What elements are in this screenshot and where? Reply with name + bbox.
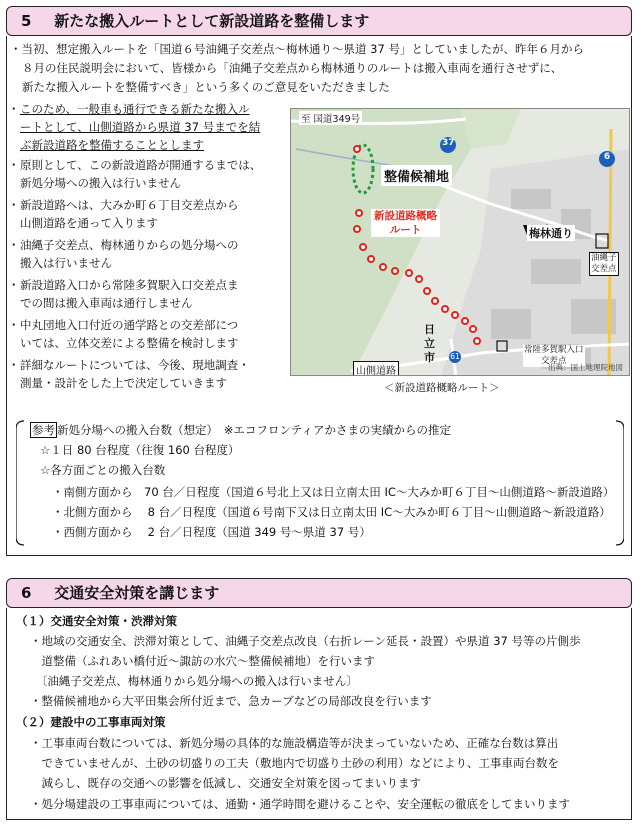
traffic-line: ・地域の交通安全、渋滞対策として、油縄子交差点改良（右折レーン延長・設置）や県道 37 号等の片側歩 [30,634,581,648]
reference-daily: ☆１日 80 台程度（往復 160 台程度） [40,443,240,457]
construction-line: できていませんが、土砂の切盛りの工夫（敷地内で切盛り土砂の利用）などにより、工事車両台数を [30,756,559,770]
yamagawa-label: 山側道路 [353,361,399,376]
bullet-text: このため、一般車も通行できる新たな搬入ル [20,102,250,116]
bullet-item [8,316,293,352]
bullet-text: 山側道路を通って入ります [20,216,158,230]
reference-dir-head: ☆各方面ごとの搬入台数 [40,463,166,477]
bullet-text: 搬入は行いません [20,256,112,270]
bullet-marker: ・ [8,318,20,332]
subheading-construction: （２）建設中の工事車両対策 [16,715,166,729]
aburanawako-label: 油縄子 交差点 [591,253,617,274]
bullet-text: 新設道路入口から常陸多賀駅入口交差点ま [20,278,239,292]
construction-line: ・工事車両台数については、新処分場の具体的な施設構造等が決まっていないため、正確な台数は算出 [30,736,559,750]
route-37-number: 37 [442,138,455,148]
reference-dir-south: ・南側方面から 70 台／日程度（国道６号北上又は日立南太田 IC～大みか町６丁目～山側道路～新設道路） [52,485,615,499]
route-map [290,108,630,376]
route-label: 新設道路概略 ルート [371,209,440,237]
bullet-item [8,156,293,192]
construction-line: ・処分場建設の工事車両については、通勤・通学時間を避けることや、安全運転の徹底をしてまいります [30,797,571,811]
bullet-item [8,356,293,392]
bullet-text: ートとして、山側道路から県道 37 号までを結 [20,120,261,134]
bullet-text: 測量・設計をした上で決定していきます [20,376,227,390]
bullet-text: 原則として、この新設道路が開通するまでは、 [20,158,262,172]
bullet-text: いては、立体交差による整備を検討します [20,336,239,350]
traffic-line: 道整備（ふれあい橋付近～諏訪の水穴～整備候補地）を行います [30,654,375,668]
intro-line: ・当初、想定搬入ルートを「国道６号油縄子交差点～梅林通り～県道 37 号」としていましたが、昨年６月から [10,42,584,56]
reference-header [30,421,451,440]
route-6-number: 6 [603,152,611,162]
subheading-traffic: （１）交通安全対策・渋滞対策 [16,614,177,628]
bullet-text: 新設道路へは、大みか町６丁目交差点から [20,198,239,212]
bullet-marker: ・ [8,198,20,212]
section-6-header [6,578,632,608]
intro-line: ８月の住民説明会において、皆様から「油縄子交差点から梅林通りのルートは搬入車両を通行させずに、 [22,61,563,75]
route-61-number: 61 [450,352,460,361]
section-number: 6 [21,584,32,602]
hitachi-label: 日 立 市 [424,323,435,364]
bullet-item [8,236,293,272]
section-title: 交通安全対策を講じます [54,584,220,602]
bullet-marker: ・ [8,158,20,172]
umebayashi-label: 梅林通り [529,227,573,240]
bullet-marker: ・ [8,278,20,292]
reference-tag: 参考 [32,423,55,437]
bullet-marker: ・ [8,238,20,252]
reference-box [16,419,624,547]
bullet-item [8,196,293,232]
taga-label: 常陸多賀駅入口 交差点 [524,345,584,366]
reference-dir-north: ・北側方面から 8 台／日程度（国道６号南下又は日立南太田 IC～大みか町６丁目～山側道路～新設道路） [52,505,611,519]
bullet-marker: ・ [8,102,20,116]
bullet-text: ぶ新設道路を整備することとします [20,138,204,152]
bullet-text: 詳細なルートについては、今後、現地調査・ [20,358,250,372]
section-title: 新たな搬入ルートとして新設道路を整備します [54,12,370,30]
section-number: 5 [21,12,32,30]
bullet-text: 中丸団地入口付近の通学路との交差部につ [20,318,239,332]
reference-dir-west: ・西側方面から 2 台／日程度（国道 349 号～県道 37 号） [52,525,371,539]
bullet-item [8,276,293,312]
bullet-text: 油縄子交差点、梅林通りからの処分場への [20,238,239,252]
seibi-label: 整備候補地 [381,165,452,186]
bullet-text: 新処分場への搬入は行いません [20,176,181,190]
kokudo349-label: 至 国道349号 [299,111,362,125]
map-image [291,109,630,376]
intro-line: 新たな搬入ルートを整備すべき」という多くのご意見をいただきました [22,80,390,94]
bullet-marker: ・ [8,358,20,372]
bullet-text: での間は搬入車両は通行しません [20,296,193,310]
reference-head-text: 新処分場への搬入台数（想定） ※エコフロンティアかさまの実績からの推定 [57,423,451,437]
bullet-item [8,100,293,154]
traffic-line: 〔油縄子交差点、梅林通りから処分場への搬入は行いません〕 [30,674,358,688]
map-source: 出典：国土地理院地図 [548,363,623,372]
map-caption: ＜新設道路概略ルート＞ [384,382,500,394]
construction-line: 減らし、既存の交通への影響を低減し、交通安全対策を図ってまいります [30,776,421,790]
section-5-header [6,6,632,36]
traffic-line: ・整備候補地から大平田集会所付近まで、急カーブなどの局部改良を行います [30,694,432,708]
